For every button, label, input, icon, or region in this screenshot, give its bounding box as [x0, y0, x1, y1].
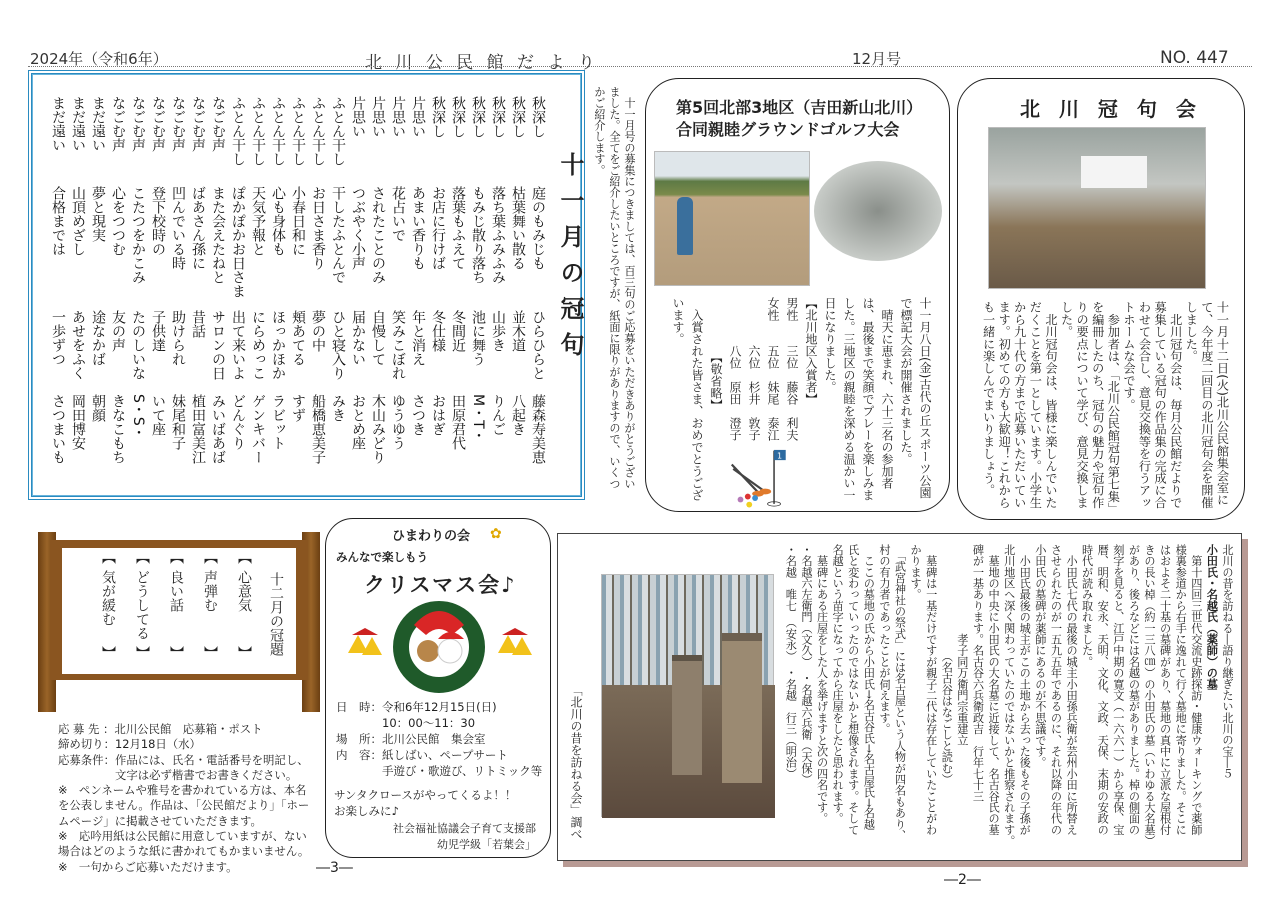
- golf-article: [645, 78, 950, 512]
- kanku-entry: [528, 74, 548, 494]
- text-line: ・名越六左衛門（文久） ・名越六兵衛（天保）: [799, 544, 813, 785]
- entry-author: 八起き: [510, 394, 526, 436]
- photo-caption: 「北川の昔を訪ねる会」調べ: [569, 684, 583, 840]
- entry-topic: 秋深し: [450, 96, 466, 138]
- entry-phrase-1: されたことのみ: [370, 186, 386, 284]
- text-line: 男性 三位 藤谷 利夫: [785, 297, 799, 441]
- entry-author: さつき: [410, 394, 426, 436]
- entry-author: りんご: [490, 394, 506, 436]
- meeting-photo: [988, 127, 1206, 289]
- entry-phrase-1: 夢と現実: [90, 186, 106, 242]
- kanku-entry: [48, 74, 68, 494]
- entry-phrase-2: 冬間近: [450, 310, 466, 352]
- text-line: 日になりました。: [823, 297, 837, 393]
- entry-author: 朝顔: [90, 394, 106, 422]
- text-line: 刻字を見ると、江戸中期の寛文（一六六一）から享保、宝: [1111, 544, 1125, 836]
- text-line: 応 募 先 ：北川公民館 応募箱・ポスト: [58, 722, 263, 736]
- entry-phrase-2: 笑みこぼれ: [390, 310, 406, 380]
- text-line: ここの墓地の氏から小田氏→名古谷氏→名古屋氏→名越: [862, 544, 876, 830]
- december-topic: どうしてる: [134, 570, 150, 640]
- text-line: 文字は必ず楷書でお書きください。: [58, 767, 298, 782]
- entry-phrase-1: つぶやく小声: [350, 186, 366, 270]
- text-line: 六位 杉井 敦子: [747, 297, 761, 441]
- text-line: から九十代の方まで応募いただいてい: [1012, 301, 1027, 509]
- text-line: 幼児学級「若葉会」: [437, 838, 536, 851]
- golf-title-line1: 第5回北部3地区（吉田新山北川）: [676, 98, 923, 117]
- text-line: ました。全てをご紹介したいところですが、紙面に限りがありますので、いくつ: [608, 86, 621, 490]
- kanku-entry: [368, 74, 388, 494]
- text-line: 第十四回三世代交流史跡探訪・健康ウォーキングで薬師: [1189, 544, 1203, 836]
- kanku-entry: [88, 74, 108, 494]
- entry-phrase-1: 山頂めざし: [70, 186, 86, 256]
- entry-topic: 片思い: [350, 96, 366, 138]
- entry-phrase-2: 昔話: [190, 310, 206, 338]
- kanku-entry: [168, 74, 188, 494]
- newsletter-title: 北 川 公 民 館 だ よ り: [365, 53, 599, 73]
- entry-phrase-2: 友の声: [110, 310, 126, 352]
- entry-phrase-2: たのしいな: [130, 310, 146, 380]
- kanku-entry: [488, 74, 508, 494]
- text-line: かご紹介します。: [593, 86, 606, 176]
- gravestone: [722, 633, 762, 783]
- entry-phrase-1: 花占いで: [390, 186, 406, 242]
- gravestone: [672, 655, 702, 775]
- text-line: はおよそ二十基の墓碑があり、墓地の真中に立派な屋根付: [1158, 544, 1172, 836]
- text-line: 社会福祉協議会子育て支援部: [393, 822, 536, 835]
- text-line: 孝子同万衛門宗重建立: [955, 544, 969, 746]
- entry-phrase-1: もみじ散り落ち: [470, 186, 486, 284]
- kanku-entry: [68, 74, 88, 494]
- bracket-close: 】: [202, 646, 218, 660]
- text-line: て、今年度二回目の北川冠句会を開催: [1199, 301, 1214, 509]
- entry-phrase-2: 頬あてる: [290, 310, 306, 366]
- entry-phrase-1: 天気予報と: [250, 186, 266, 256]
- text-line: 墓碑にある庄屋をした人を挙げますと次の四名です。: [815, 544, 829, 824]
- december-title: 十二月の冠題: [268, 572, 284, 656]
- text-line: 参加者は、「北川公民館冠句第七集」: [1106, 301, 1121, 515]
- text-line: だくことを第一としています。小学生: [1028, 301, 1043, 509]
- text-line: 時代が読み取れました。: [1080, 544, 1094, 668]
- text-line: 応募条件：作品には、氏名・電話番号を明記し、: [58, 752, 309, 767]
- golf-photo: [654, 151, 810, 286]
- text-line: 日 時：令和6年12月15日(日): [336, 700, 497, 714]
- entry-topic: なごむ声: [110, 96, 126, 152]
- text-line: 小田氏七代の最後の城主小田孫兵衛が芸州小田に所替え: [1065, 544, 1079, 836]
- entry-phrase-1: 小春日和に: [290, 186, 306, 256]
- entry-phrase-2: 山歩き: [490, 310, 506, 352]
- text-line: ※ 応吟用紙は公民館に用意していますが、ない: [58, 829, 307, 844]
- kanku-entry: [208, 74, 228, 494]
- golfer-figure: [677, 197, 693, 255]
- entry-phrase-2: サロンの日: [210, 310, 226, 380]
- entry-topic: 片思い: [410, 96, 426, 138]
- history-heading: 小田氏・名越氏（薬師）の墓: [1205, 544, 1220, 690]
- notice-board: [50, 540, 308, 680]
- kanku-entry: [408, 74, 428, 494]
- entry-phrase-2: ひと寝入り: [330, 310, 346, 380]
- entry-phrase-1: 枯葉舞い散る: [510, 186, 526, 270]
- entry-topic: なごむ声: [150, 96, 166, 152]
- group-photo: [814, 161, 942, 261]
- entry-phrase-2: 途なかば: [90, 310, 106, 366]
- entry-phrase-2: 年と消え: [410, 310, 426, 366]
- entry-topic: まだ遠い: [90, 96, 106, 152]
- entry-phrase-1: また会えたねと: [210, 186, 226, 284]
- text-line: 墓地の中央に小田氏の大名墓に近接して、名古谷氏の墓: [987, 544, 1001, 836]
- entry-phrase-1: 心も身体も: [270, 186, 286, 256]
- entry-topic: 片思い: [370, 96, 386, 138]
- text-line: 八位 原田 澄子: [728, 297, 742, 441]
- entry-topic: 秋深し: [490, 96, 506, 138]
- text-line: 手遊び・歌遊び、リトミック等: [336, 764, 543, 778]
- entry-phrase-2: 自慢して: [370, 310, 386, 366]
- text-line: （名古谷はなごしと読む）: [940, 544, 954, 785]
- entry-phrase-2: 池に舞う: [470, 310, 486, 366]
- text-line: で標記大会が開催されました。: [899, 297, 913, 465]
- entry-author: おはぎ: [430, 394, 446, 436]
- entry-author: みいばあば: [210, 394, 226, 464]
- entry-topic: 秋深し: [430, 96, 446, 138]
- entry-topic: 秋深し: [510, 96, 526, 138]
- text-line: 10：00～11：30: [336, 716, 476, 730]
- december-topic: 気が緩む: [100, 570, 116, 626]
- entry-author: おとめ座: [350, 394, 366, 450]
- text-line: 女性 五位 妹尾 泰江: [766, 297, 780, 441]
- entry-topic: ふとん干し: [290, 96, 306, 166]
- kanku-results-box: [28, 70, 585, 500]
- history-text: [783, 544, 1235, 854]
- entry-author: 田原君代: [450, 394, 466, 450]
- kanku-entry: [108, 74, 128, 494]
- entry-author: みき: [330, 394, 346, 422]
- entry-phrase-1: 落葉もふえて: [450, 186, 466, 270]
- entry-phrase-1: お日さま香り: [310, 186, 326, 270]
- bracket-open: 【: [134, 550, 150, 564]
- bracket-close: 】: [134, 646, 150, 660]
- kanku-entry: [248, 74, 268, 494]
- text-line: も一緒に楽しんでまいりましょう。: [981, 301, 996, 497]
- entry-phrase-2: 届かない: [350, 310, 366, 366]
- entry-phrase-1: 合格までは: [50, 186, 66, 256]
- kanku-entry: [328, 74, 348, 494]
- text-line: 場合はどのような紙に書かれてもかまいません。: [58, 844, 310, 859]
- group-name: ひまわりの会: [392, 529, 471, 544]
- entry-author: M・T・: [470, 394, 486, 443]
- text-line: を公表しません。作品は、「公民館だより」「ホー: [58, 798, 310, 813]
- text-line: を編冊したのち、冠句の魅力や冠句作: [1090, 301, 1105, 509]
- kanku-kai-article: [957, 78, 1245, 520]
- bracket-open: 【: [168, 550, 184, 564]
- text-line: 墓碑は一基だけですが親子二代は存在していたことがわ: [924, 544, 938, 836]
- entry-topic: 秋深し: [530, 96, 546, 138]
- text-line: 碑が一基あります。名古谷六兵衛政吉 行年七十三: [971, 544, 985, 802]
- text-line: があり、後ろなどには名越の墓がありました。棹の側面の: [1127, 544, 1141, 836]
- entry-author: きなこもち: [110, 394, 126, 464]
- entry-topic: なごむ声: [130, 96, 146, 152]
- organizer: [393, 821, 536, 853]
- entry-phrase-1: 心をつつむ: [110, 186, 126, 256]
- entry-phrase-2: 助けられ: [170, 310, 186, 366]
- text-line: 北川冠句会は、皆様に楽しんでいた: [1043, 301, 1058, 509]
- entry-topic: なごむ声: [190, 96, 206, 152]
- text-line: した。三地区の親睦を深める温かい一: [842, 297, 856, 501]
- entry-phrase-1: 凹んでいる時: [170, 186, 186, 270]
- text-line: は、最後まで笑顔でプレーを楽しみま: [861, 297, 875, 501]
- christmas-subtitle: みんなで楽しもう: [336, 550, 428, 564]
- entry-author: どんぐり: [230, 394, 246, 450]
- text-line: ムページ」に掲載させていただきます。: [58, 813, 262, 828]
- kanku-entry: [128, 74, 148, 494]
- entry-phrase-2: 夢の中: [310, 310, 326, 352]
- kanku-entry: [148, 74, 168, 494]
- series-title: 北川の昔を訪ねる―語り継ぎたい北川の宝―５: [1221, 544, 1234, 780]
- text-line: サンタクロースがやってくるよ！！: [334, 788, 517, 802]
- text-line: 【敬省略】: [709, 297, 723, 411]
- text-line: 北川地区へ深く関わっていたのではないかと推察されます。: [1002, 544, 1016, 847]
- kanku-entry: [268, 74, 288, 494]
- entry-phrase-2: あせをふく: [70, 310, 86, 380]
- entry-phrase-2: 子供達: [150, 310, 166, 352]
- issue-month: 12月号: [852, 50, 902, 68]
- entry-topic: ふとん干し: [270, 96, 286, 166]
- wreath-illustration: [334, 595, 544, 695]
- projector-screen: [1081, 156, 1147, 188]
- kanku-entry: [288, 74, 308, 494]
- golf-club-illustration: [728, 447, 788, 509]
- entry-author: 岡田博安: [70, 394, 86, 450]
- board-panel: [62, 548, 296, 674]
- entry-phrase-1: ぽかぽかお日さま: [230, 186, 246, 298]
- entry-phrase-2: にらめっこ: [250, 310, 266, 380]
- entry-phrase-1: 登下校時の: [150, 186, 166, 256]
- bracket-close: 】: [236, 646, 252, 660]
- header-year: 2024年（令和6年）: [30, 50, 168, 68]
- entry-topic: まだ遠い: [50, 96, 66, 152]
- text-line: した。: [1059, 301, 1074, 338]
- entry-author: ゆうゆう: [390, 394, 406, 450]
- kanku-intro: [592, 86, 637, 506]
- text-line: わせて会合し、意見交換等を行うアッ: [1137, 301, 1152, 509]
- text-line: 小田氏最後の城主がこの土地から去った後もその子孫が: [1018, 544, 1032, 836]
- text-line: います。: [671, 297, 685, 345]
- entry-topic: まだ遠い: [70, 96, 86, 152]
- text-line: させられたのが一五九五年であるのに、それ以降の年代の: [1049, 544, 1063, 836]
- text-line: りの要点について学び、意見交換しま: [1075, 301, 1090, 509]
- entry-phrase-1: お店に行けば: [430, 186, 446, 270]
- text-line: 氏と変わっていったのではないかと想像されます。そして: [846, 544, 860, 836]
- golf-body: [668, 297, 934, 507]
- december-topic: 心意気: [236, 570, 252, 612]
- text-line: 募集している冠句の作品集の完成に合: [1153, 301, 1168, 509]
- bracket-close: 】: [168, 646, 184, 660]
- text-line: 入賞された皆さま、おめでとうござ: [690, 297, 704, 501]
- event-note: [334, 787, 516, 819]
- entry-author: 植田富美江: [190, 394, 206, 464]
- history-article: [557, 533, 1242, 861]
- kanku-entry: [188, 74, 208, 494]
- text-line: 晴天に恵まれ、六十三名の参加者: [880, 297, 894, 489]
- entry-topic: なごむ声: [210, 96, 226, 152]
- entry-phrase-1: あまい香りも: [410, 186, 426, 270]
- entry-author: 妹尾和子: [170, 394, 186, 450]
- sunflower-icon: ✿: [490, 526, 502, 542]
- text-line: 小田氏の墓碑が薬師にあるのが不思議です。: [1033, 544, 1047, 768]
- page-number-2: ―2―: [944, 872, 981, 888]
- text-line: 村の有力者であったことが伺えます。: [877, 544, 891, 735]
- kanku-entry: [468, 74, 488, 494]
- entry-phrase-2: 一歩ずつ: [50, 310, 66, 366]
- text-line: ます。初めての方も大歓迎！これから: [997, 301, 1012, 509]
- entry-topic: ふとん干し: [310, 96, 326, 166]
- bracket-open: 【: [100, 550, 116, 564]
- kanku-entry: [228, 74, 248, 494]
- entry-topic: ふとん干し: [250, 96, 266, 166]
- entry-author: 船橋恵美子: [310, 394, 326, 464]
- grave-photo: [601, 574, 774, 817]
- text-line: かります。: [909, 544, 923, 600]
- bracket-open: 【: [236, 550, 252, 564]
- entry-topic: なごむ声: [170, 96, 186, 152]
- header-rule: [28, 66, 1252, 67]
- issue-number: NO. 447: [1160, 48, 1229, 68]
- text-line: ※ 一句からご応募いただけます。: [58, 859, 238, 874]
- entry-phrase-1: 庭のもみじも: [530, 186, 546, 270]
- entry-phrase-2: 冬仕様: [430, 310, 446, 352]
- entry-author: 藤森寿美恵: [530, 394, 546, 464]
- text-line: 名越という苗字になってから庄屋をしたと思われます。: [831, 544, 845, 824]
- flag-number: 1: [776, 451, 783, 461]
- kanku-kai-title: 北 川 冠 句 会: [1020, 97, 1202, 121]
- entry-phrase-2: 出て来いよ: [230, 310, 246, 380]
- bracket-close: 】: [100, 646, 116, 660]
- entry-author: すず: [290, 394, 306, 422]
- entry-topic: ふとん干し: [330, 96, 346, 166]
- kanku-kai-body: [980, 301, 1230, 513]
- text-line: 締め切り：12月18日（水）: [58, 737, 201, 752]
- kanku-entry: [348, 74, 368, 494]
- entry-topic: 片思い: [390, 96, 406, 138]
- text-line: 【北川地区入賞者】: [804, 297, 818, 405]
- entry-phrase-1: こたつをかこみ: [130, 186, 146, 284]
- text-line: 場 所：北川公民館 集会室: [336, 732, 486, 746]
- text-line: 北川冠句会は、毎月公民館だよりで: [1168, 301, 1183, 509]
- kanku-title: 十一月の冠句: [556, 152, 585, 368]
- entry-topic: 秋深し: [470, 96, 486, 138]
- entry-phrase-2: ひらひらと: [530, 310, 546, 380]
- kanku-entry: [308, 74, 328, 494]
- entry-phrase-2: 並木道: [510, 310, 526, 352]
- kanku-entry: [448, 74, 468, 494]
- text-line: 十一月八日(金)古代の丘スポーツ公園: [918, 297, 932, 499]
- entry-author: ラビット: [270, 394, 286, 450]
- text-line: 暦、明和、安永、天明、文化、文政、天保、末期の安政の: [1096, 544, 1110, 836]
- entry-author: S・S・: [130, 394, 146, 440]
- entry-author: いて座: [150, 394, 166, 436]
- text-line: 十一月十二日(火)北川公民館集会室に: [1215, 301, 1230, 506]
- text-line: 様裏参道から右手に逸れて行く墓地に寄りました。そこに: [1174, 544, 1188, 836]
- entry-phrase-2: ほっかほか: [270, 310, 286, 380]
- text-line: しました。: [1184, 301, 1199, 362]
- entry-author: ゲンキバー: [250, 394, 266, 464]
- bracket-open: 【: [202, 550, 218, 564]
- event-details: [336, 699, 542, 779]
- text-line: きの長い棹（約一三八㎝）の小田氏の墓（いわゆる大名墓）: [1143, 544, 1157, 847]
- entry-author: 木山みどり: [370, 394, 386, 464]
- kanku-entry: [508, 74, 528, 494]
- text-line: ・名越 唯七 （安永） ・名越 行三（明治）: [784, 544, 798, 780]
- submission-conditions: [58, 722, 309, 875]
- text-line: 内 容：紙しばい、ペープサート: [336, 748, 508, 762]
- text-line: トホームな会です。: [1121, 301, 1136, 411]
- kanku-entry: [428, 74, 448, 494]
- december-topic: 良い話: [168, 570, 184, 612]
- text-line: 「武宮神社の祭式」には名古屋という人物が四名もあり、: [893, 544, 907, 841]
- text-line: 十一月号の募集につきましては、百三句のご応募をいただきありがとうござい: [623, 86, 636, 490]
- christmas-flyer: [325, 518, 551, 858]
- entry-phrase-1: ばあさん孫に: [190, 186, 206, 270]
- entry-author: さつまいも: [50, 394, 66, 464]
- entry-phrase-1: 落ち葉ふみふみ: [490, 186, 506, 284]
- golf-title-line2: 合同親睦グラウンドゴルフ大会: [676, 120, 900, 139]
- text-line: お楽しみに♪: [334, 804, 399, 818]
- kanku-entry: [388, 74, 408, 494]
- entry-phrase-1: 干したふとんで: [330, 186, 346, 284]
- christmas-title: クリスマス会♪: [364, 573, 517, 597]
- december-topic: 声弾む: [202, 570, 218, 612]
- entry-topic: ふとん干し: [230, 96, 246, 166]
- page-number-3: ―3―: [316, 860, 353, 876]
- text-line: ※ ペンネームや雅号を書かれている方は、本名: [58, 783, 307, 798]
